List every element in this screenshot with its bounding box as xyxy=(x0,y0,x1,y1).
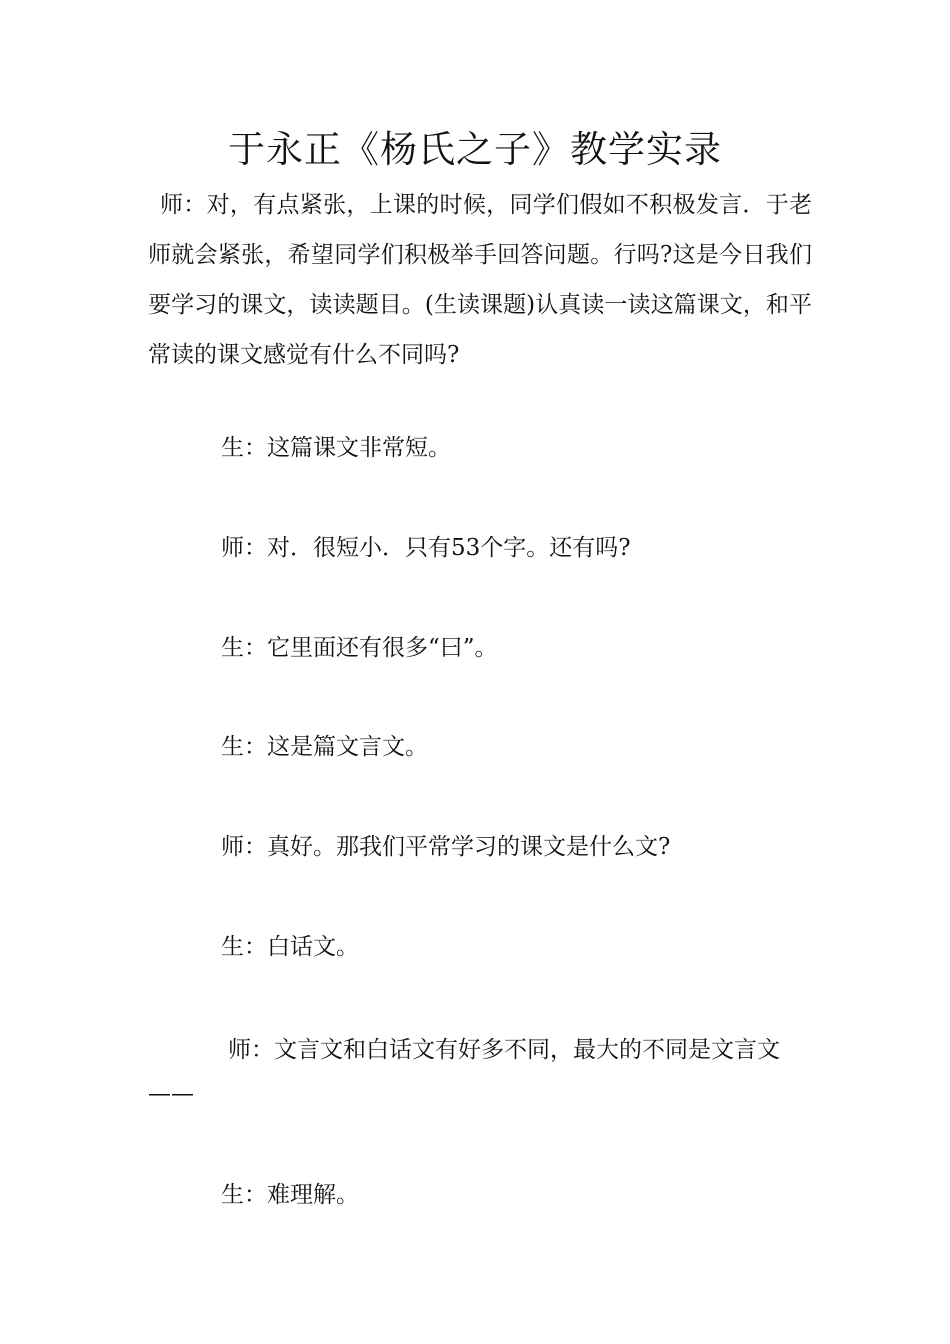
paragraph-teacher-difference: 师：文言文和白话文有好多不同，最大的不同是文言文—— xyxy=(148,1037,780,1107)
paragraph-student-classical: 生：这是篇文言文。 xyxy=(221,734,428,760)
paragraph-student-short: 生：这篇课文非常短。 xyxy=(221,435,451,461)
document-title: 于永正《杨氏之子》教学实录 xyxy=(228,128,722,171)
paragraph-teacher-53-chars: 师：对．很短小．只有53个字。还有吗? xyxy=(221,535,631,561)
paragraph-student-hard: 生：难理解。 xyxy=(221,1182,359,1208)
paragraph-student-yue: 生：它里面还有很多“曰”。 xyxy=(221,635,498,661)
paragraph-teacher-question: 师：真好。那我们平常学习的课文是什么文? xyxy=(221,834,671,860)
paragraph-teacher-intro: 师：对，有点紧张，上课的时候，同学们假如不积极发言．于老师就会紧张，希望同学们积极举手回答问题。行吗?这是今日我们要学习的课文，读读题目。(生读课题)认真读一读这篇课文，和平常读的课文感觉有什么不同吗? xyxy=(148,192,812,368)
paragraph-student-vernacular: 生：白话文。 xyxy=(221,934,359,960)
